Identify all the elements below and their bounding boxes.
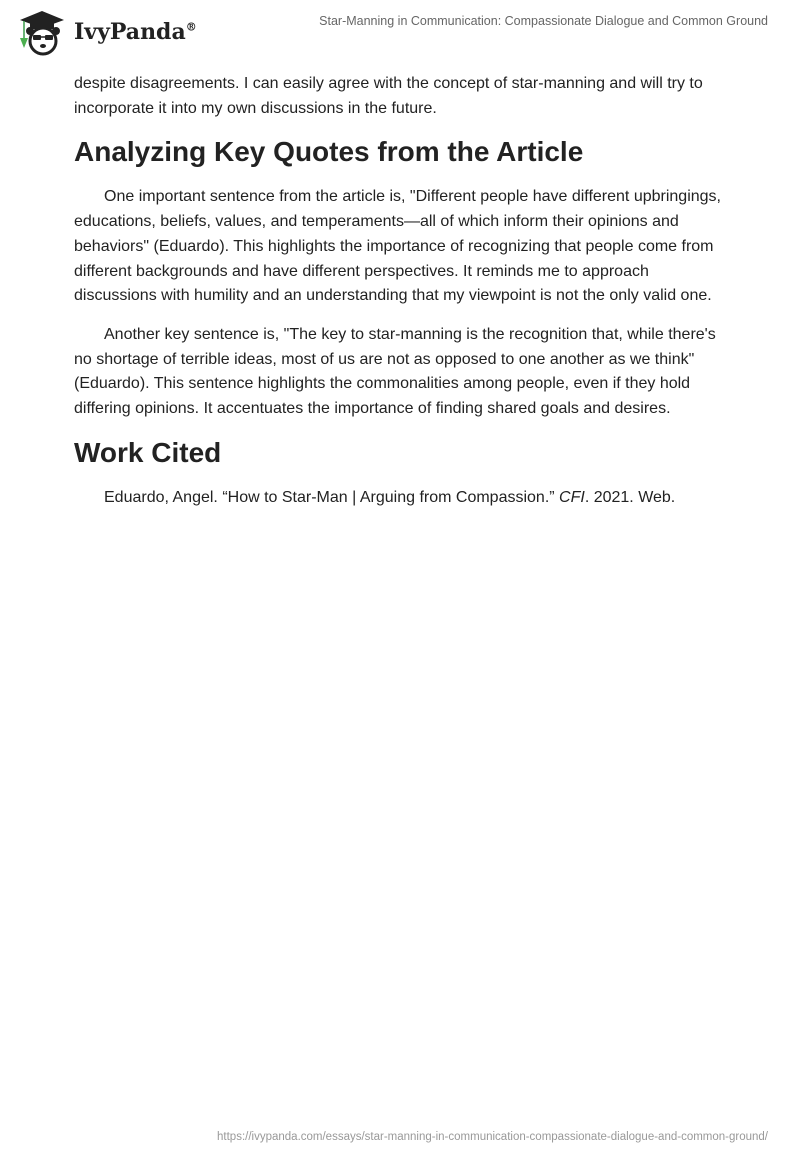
logo-text: IvyPanda® — [74, 19, 197, 45]
essay-content — [74, 72, 724, 524]
section-heading-work-cited: Work Cited — [74, 436, 222, 468]
section-heading-key-quotes: Analyzing Key Quotes from the Article — [74, 136, 584, 168]
body-paragraph: One important sentence from the article is, "Different people have different upbringings, educations, beliefs, values, and temperaments—all of which inform their opinions and behaviors" (Eduardo). This highlights the importance of recognizing that people come from different backgrounds and have different perspectives. It reminds me to approach discussions with humility and an understanding that my viewpoint is not the only valid one. — [74, 188, 721, 305]
intro-paragraph: despite disagreements. I can easily agree with the concept of star-manning and will try to incorporate it into my own discussions in the future. — [74, 75, 703, 117]
source-url[interactable]: https://ivypanda.com/essays/star-manning-in-communication-compassionate-dialogue-and-common-ground/ — [217, 1131, 768, 1143]
ivypanda-logo[interactable] — [16, 8, 197, 56]
citation-entry: Eduardo, Angel. “How to Star-Man | Arguing from Compassion.” CFI. 2021. Web. — [104, 488, 676, 506]
body-paragraph: Another key sentence is, "The key to star-manning is the recognition that, while there's no shortage of terrible ideas, most of us are not as opposed to one another as we think" (Eduardo). This sentence highlights the commonalities among people, even if they hold differing opinions. It accentuates the importance of finding shared goals and desires. — [74, 325, 716, 418]
document-title: Star-Manning in Communication: Compassionate Dialogue and Common Ground — [319, 14, 768, 28]
panda-graduate-icon — [16, 8, 68, 56]
